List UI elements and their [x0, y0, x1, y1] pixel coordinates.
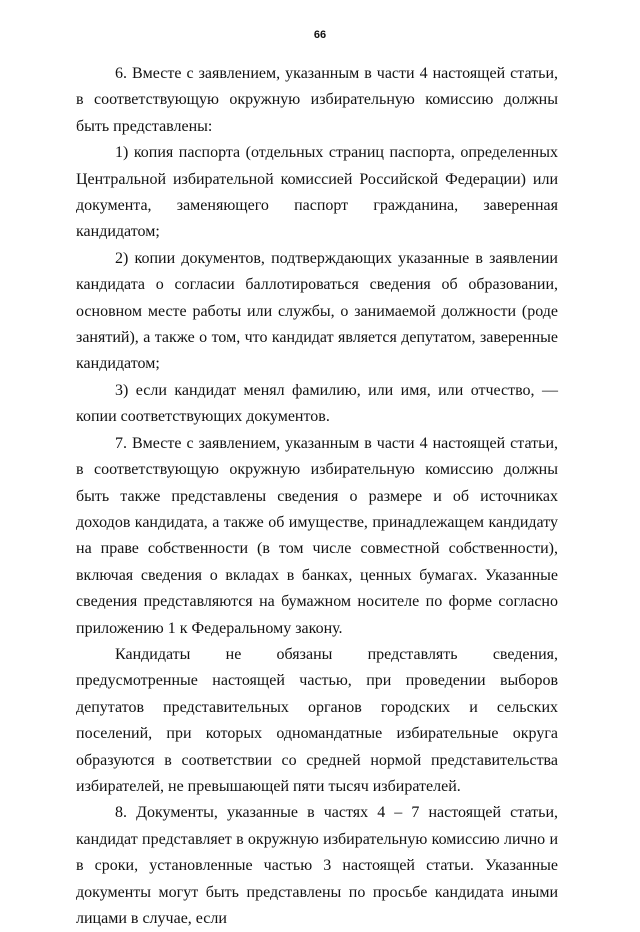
document-body: [76, 61, 558, 932]
page-number: 66: [313, 29, 327, 41]
paragraph-exemption: Кандидаты не обязаны представлять сведения, предусмотренные настоящей частью, при проведении выборов депутатов представительных органов городских и сельских поселений, при которых одномандатные избирательные округа образуются в соответствии со средней нормой представительства избирателей, не превышающей пяти тысяч избирателей.: [76, 645, 558, 795]
paragraph-part-8: 8. Документы, указанные в частях 4 – 7 настоящей статьи, кандидат представляет в окружную избирательную комиссию лично и в сроки, установленные частью 3 настоящей статьи. Указанные документы могут быть представлены по просьбе кандидата иными лицами в случае, если: [76, 804, 558, 927]
paragraph-item-1-passport: 1) копия паспорта (отдельных страниц паспорта, определенных Центральной избирательной комиссией Российской Федерации) или документа, заменяющего паспорт гражданина, заверенная кандидатом;: [76, 144, 558, 241]
paragraph-part-6: 6. Вместе с заявлением, указанным в части 4 настоящей статьи, в соответствующую окружную избирательную комиссию должны быть представлены:: [76, 65, 558, 135]
paragraph-item-3-name-change: 3) если кандидат менял фамилию, или имя, или отчество, — копии соответствующих документов.: [76, 381, 558, 426]
paragraph-item-2-documents: 2) копии документов, подтверждающих указанные в заявлении кандидата о согласии баллотироваться сведения об образовании, основном месте работы или службы, о занимаемой должности (роде занятий), а также о том, что кандидат является депутатом, заверенные кандидатом;: [76, 249, 558, 373]
paragraph-part-7: 7. Вместе с заявлением, указанным в части 4 настоящей статьи, в соответствующую окружную избирательную комиссию должны быть также представлены сведения о размере и об источниках доходов кандидата, а также об имуществе, принадлежащем кандидату на праве собственности (в том числе совместной собственности), включая сведения о вкладах в банках, ценных бумагах. Указанные сведения представляются на бумажном носителе по форме согласно приложению 1 к Федеральному закону.: [76, 434, 558, 637]
